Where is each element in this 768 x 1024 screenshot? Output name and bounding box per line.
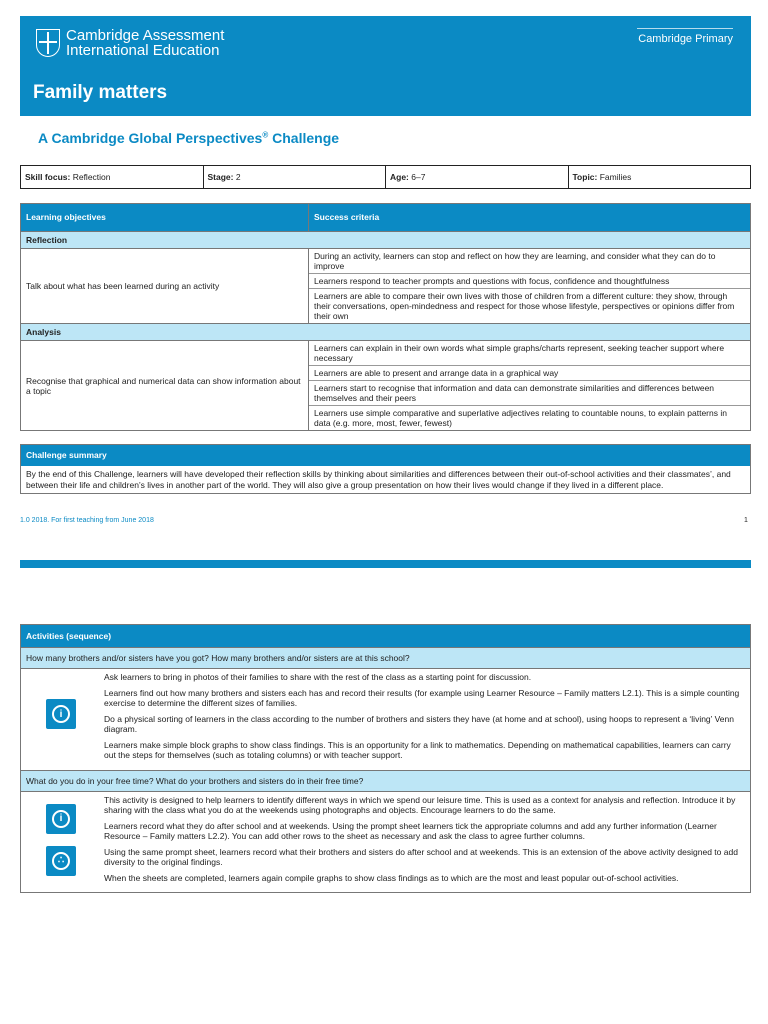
criterion: Learners start to recognise that information and data can demonstrate similarities and differences between themselves and their peers [309, 381, 750, 406]
cambridge-logo [36, 28, 224, 58]
page-subtitle: A Cambridge Global Perspectives® Challenge [38, 130, 340, 146]
activity-step: Learners make simple block graphs to show class findings. This is an opportunity for a link to mathematics. Depending on mathematical capabilities, learners can carry out the steps for themselves (such as totaling columns) or with teacher support. [104, 739, 731, 760]
activities-header: Activities (sequence) [21, 625, 750, 647]
activity-question: What do you do in your free time? What do your brothers and sisters do in their free time? [21, 770, 750, 792]
page-divider [20, 560, 751, 568]
criterion: Learners respond to teacher prompts and questions with focus, confidence and thoughtfulness [309, 274, 750, 289]
page-number: 1 [744, 517, 748, 524]
activity-block [21, 792, 750, 893]
activity-step: Do a physical sorting of learners in the class according to the number of brothers and sisters they have (at home and at school), using hoops to represent a ‘living’ Venn diagram. [104, 713, 734, 734]
topic-cell: Topic: Families [572, 172, 632, 182]
challenge-summary [20, 444, 751, 494]
activity-step: Using the same prompt sheet, learners record what their brothers and sisters do after school and at weekends. This is an extension of the above activity designed to add diversity to the original findings. [104, 846, 738, 867]
criteria-header: Success criteria [309, 204, 750, 231]
criterion: Learners are able to compare their own lives with those of children from a different culture: they show, through their conversations, open-mindedness and respect for those whose lifestyle, perspectives or opinions differ from their own [314, 291, 735, 321]
skill-focus-cell: Skill focus: Reflection [21, 166, 204, 188]
stage-cell: Stage: 2 [204, 166, 387, 188]
footer-version: 1.0 2018. For first teaching from June 2018 [20, 517, 154, 524]
activity-block [21, 669, 750, 770]
activities-table [20, 624, 751, 893]
objective-cell: Recognise that graphical and numerical data can show information about a topic [21, 341, 309, 430]
summary-header: Challenge summary [21, 445, 750, 466]
activity-step: Learners record what they do after school and at weekends. Using the prompt sheet learners tick the appropriate columns and add any further information (Learner Resource – Family matters L2.2). You can add other rows to the sheet as necessary and ask the class to agree further columns. [104, 820, 717, 841]
logo-line2: International Education [66, 42, 220, 59]
objectives-header: Learning objectives [21, 204, 309, 231]
shield-icon [36, 29, 60, 57]
criterion: Learners can explain in their own words what simple graphs/charts represent, seeking teacher support where necessary [309, 341, 750, 366]
programme-label: Cambridge Primary [637, 28, 733, 45]
criterion: Learners use simple comparative and superlative adjectives relating to countable nouns, to explain patterns in data (e.g. more, most, fewer, fewest) [314, 408, 727, 428]
individual-icon: i [46, 804, 76, 834]
group-icon: ∴ [46, 846, 76, 876]
objective-cell: Talk about what has been learned during an activity [21, 249, 309, 323]
page-title: Family matters [33, 82, 168, 103]
activity-step: Ask learners to bring in photos of their families to share with the rest of the class as a starting point for discussion. [104, 672, 532, 682]
age-cell: Age: 6–7 [386, 166, 569, 188]
page-header [20, 16, 751, 116]
objectives-table [20, 203, 751, 431]
activity-step: Learners find out how many brothers and sisters each has and record their results (for example using Learner Resource – Family matters L2.1). This is a simple counting exercise to determine the different sizes of families. [104, 687, 740, 708]
activity-step: This activity is designed to help learners to identify different ways in which we spend our leisure time. This is used as a context for analysis and reflection. Introduce it by sharing with the class what you do at the weekends using photographs and objects. Encourage learners to do the same. [104, 794, 736, 815]
criterion: During an activity, learners can stop and reflect on how they are learning, and consider what they can do to improve [309, 249, 750, 274]
activity-question: How many brothers and/or sisters have you got? How many brothers and/or sisters are at this school? [21, 647, 750, 669]
section-analysis: Analysis [21, 324, 750, 340]
info-table [20, 165, 751, 189]
section-reflection: Reflection [21, 232, 750, 248]
criterion: Learners are able to present and arrange data in a graphical way [309, 366, 750, 381]
logo-line1: Cambridge Assessment [66, 27, 225, 44]
summary-text: By the end of this Challenge, learners will have developed their reflection skills by thinking about similarities and differences between their out-of-school activities and their classmates’, and between their life and children’s lives in another part of the world. They will also give a group presentation on how their lives would change if they lived in a different place. [26, 469, 731, 490]
individual-icon: i [46, 699, 76, 729]
activity-step: When the sheets are completed, learners again compile graphs to show class findings as to which are the most and least popular out-of-school activities. [104, 872, 679, 883]
